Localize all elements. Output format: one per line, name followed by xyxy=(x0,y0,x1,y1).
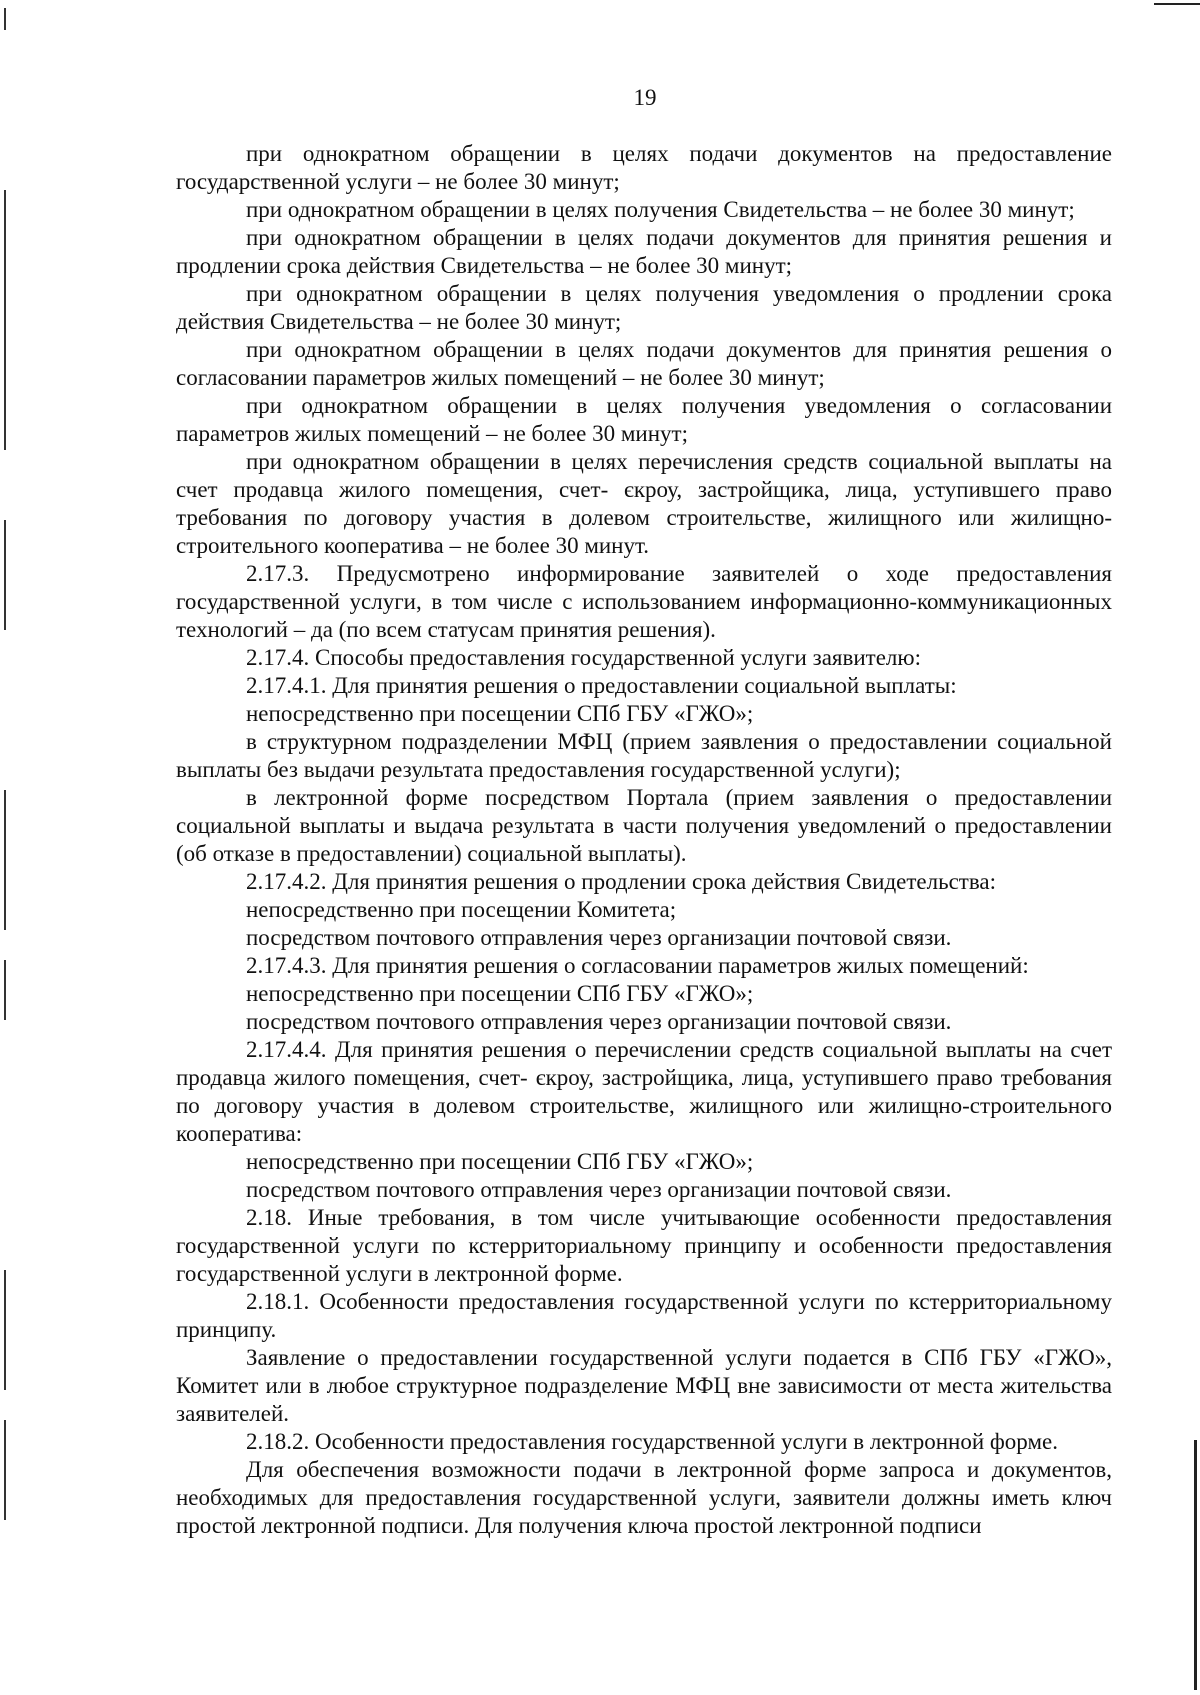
paragraph: 2.18. Иные требования, в том числе учитывающие особенности предоставления государственной услуги по кстерриториальному принципу и особенности предоставления государственной услуги в лектронной форме. xyxy=(176,1205,1112,1286)
paragraph: в структурном подразделении МФЦ (прием заявления о предоставлении социальной выплаты без выдачи результата предоставления государственной услуги); xyxy=(176,729,1112,782)
paragraph: посредством почтового отправления через организации почтовой связи. xyxy=(246,925,952,950)
paragraph: непосредственно при посещении Комитета; xyxy=(246,897,677,922)
paragraph: Заявление о предоставлении государственной услуги подается в СПб ГБУ «ГЖО», Комитет или в любое структурное подразделение МФЦ вне зависимости от места жительства заявителей. xyxy=(176,1345,1112,1426)
paragraph: при однократном обращении в целях получения уведомления о продлении срока действия Свидетельства – не более 30 минут; xyxy=(176,281,1112,334)
paragraph: при однократном обращении в целях получения уведомления о согласовании параметров жилых помещений – не более 30 минут; xyxy=(176,393,1112,446)
paragraph: при однократном обращении в целях подачи документов для принятия решения о согласовании параметров жилых помещений – не более 30 минут; xyxy=(176,337,1112,390)
paragraph: 2.17.4.4. Для принятия решения о перечислении средств социальной выплаты на счет продавца жилого помещения, счет- єкроу, застройщика, лица, уступившего право требования по договору участия в долевом строительстве, жилищного или жилищно-строительного кооператива: xyxy=(176,1037,1112,1146)
scan-edge-mark xyxy=(4,520,6,630)
paragraph: при однократном обращении в целях получения Свидетельства – не более 30 минут; xyxy=(246,197,1075,222)
paragraph: 2.17.3. Предусмотрено информирование заявителей о ходе предоставления государственной услуги, в том числе с использованием информационно-коммуникационных технологий – да (по всем статусам принятия решения). xyxy=(176,561,1112,642)
body-text xyxy=(176,140,1112,1540)
paragraph: непосредственно при посещении СПб ГБУ «ГЖО»; xyxy=(246,981,754,1006)
paragraph: при однократном обращении в целях подачи документов для принятия решения и продлении срока действия Свидетельства – не более 30 минут; xyxy=(176,225,1112,278)
scan-edge-mark xyxy=(4,190,6,450)
paragraph: Для обеспечения возможности подачи в лектронной форме запроса и документов, необходимых для предоставления государственной услуги, заявители должны иметь ключ простой лектронной подписи. Для получения ключа простой лектронной подписи xyxy=(176,1457,1112,1538)
scan-edge-mark xyxy=(4,960,6,1020)
paragraph: при однократном обращении в целях подачи документов на предоставление государственной услуги – не более 30 минут; xyxy=(176,141,1112,194)
scan-edge-mark xyxy=(1154,3,1200,5)
paragraph: непосредственно при посещении СПб ГБУ «ГЖО»; xyxy=(246,701,754,726)
paragraph: 2.17.4.3. Для принятия решения о согласовании параметров жилых помещений: xyxy=(246,953,1029,978)
paragraph: непосредственно при посещении СПб ГБУ «ГЖО»; xyxy=(246,1149,754,1174)
paragraph: 2.18.2. Особенности предоставления государственной услуги в лектронной форме. xyxy=(246,1429,1058,1454)
paragraph: 2.17.4.1. Для принятия решения о предоставлении социальной выплаты: xyxy=(246,673,957,698)
paragraph: 2.17.4.2. Для принятия решения о продлении срока действия Свидетельства: xyxy=(246,869,997,894)
paragraph: 2.18.1. Особенности предоставления государственной услуги по кстерриториальному принципу. xyxy=(176,1289,1112,1342)
scan-edge-mark xyxy=(4,8,6,30)
paragraph: посредством почтового отправления через организации почтовой связи. xyxy=(246,1177,952,1202)
scan-edge-mark xyxy=(1194,1440,1197,1690)
scan-edge-mark xyxy=(4,1270,6,1390)
page-number: 19 xyxy=(633,85,657,110)
scan-edge-mark xyxy=(4,790,6,930)
paragraph: посредством почтового отправления через организации почтовой связи. xyxy=(246,1009,952,1034)
paragraph: 2.17.4. Способы предоставления государственной услуги заявителю: xyxy=(246,645,921,670)
scan-edge-mark xyxy=(4,1420,6,1520)
paragraph: при однократном обращении в целях перечисления средств социальной выплаты на счет продавца жилого помещения, счет- єкроу, застройщика, лица, уступившего право требования по договору участия в долевом строительстве, жилищного или жилищно-строительного кооператива – не более 30 минут. xyxy=(176,449,1112,558)
paragraph: в лектронной форме посредством Портала (прием заявления о предоставлении социальной выплаты и выдача результата в части получения уведомлений о предоставлении (об отказе в предоставлении) социальной выплаты). xyxy=(176,785,1112,866)
